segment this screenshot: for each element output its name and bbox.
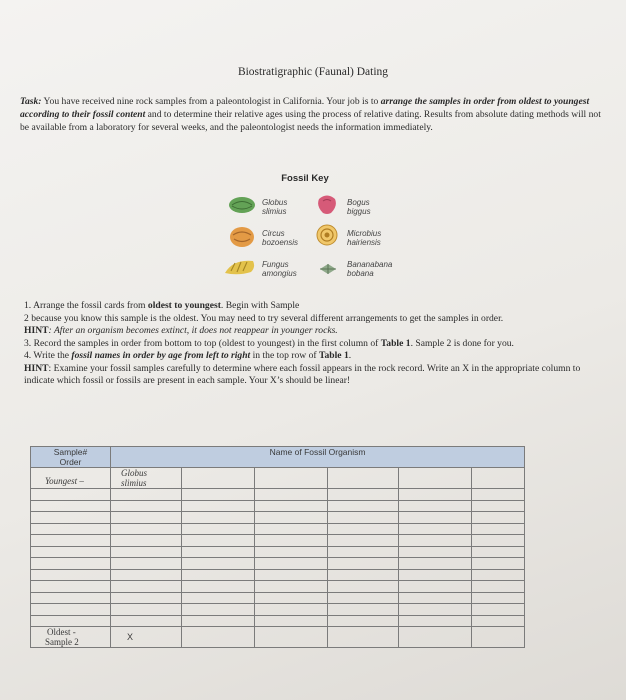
table-row <box>31 546 525 558</box>
task-intro: You have received nine rock samples from a paleontologist in California. Your job is to <box>41 96 381 107</box>
instruction-step-4: 4. Write the fossil names in order by age from left to right in the top row of Table 1. <box>24 350 352 361</box>
circus-bozoensis-fossil-icon <box>229 226 255 248</box>
key-item-circus-bozoensis: Circus bozoensis <box>262 229 299 247</box>
table-header-row <box>31 447 525 468</box>
cell-first-fossil-name[interactable]: Globus slimius <box>111 468 182 489</box>
bananabana-bobana-fossil-icon <box>318 262 338 276</box>
cell-youngest[interactable]: Youngest – <box>31 468 111 489</box>
instructions <box>24 300 608 388</box>
table-row <box>31 581 525 593</box>
fossil-key-title: Fossil Key <box>281 173 329 184</box>
table-row <box>31 489 525 501</box>
key-item-fungus-amongius: Fungus amongius <box>262 260 297 278</box>
instruction-step-2: 2 because you know this sample is the oldest. You may need to try several different arrangements to get the samples in order. <box>24 312 504 324</box>
table-row <box>31 569 525 581</box>
header-fossil-organism: Name of Fossil Organism <box>111 447 525 468</box>
key-item-globus-slimius: Globus slimius <box>262 198 288 216</box>
instruction-hint-1: HINT: After an organism becomes extinct, it does not reappear in younger rocks. <box>24 325 338 336</box>
cell-oldest-mark[interactable]: X <box>111 627 182 648</box>
page-title: Biostratigraphic (Faunal) Dating <box>237 66 389 78</box>
table-row <box>31 523 525 535</box>
instruction-step-3: 3. Record the samples in order from bottom to top (oldest to youngest) in the first column of Table 1. Sample 2 is done for you. <box>24 337 514 349</box>
key-item-microbius-hairiensis: Microbius hairiensis <box>347 229 382 247</box>
instruction-hint-2: HINT: Examine your fossil samples carefully to determine where each fossil appears in the rock record. Write an X in the appropriate column to indicate which fossil or fossils are present in each sample. Your X’s should be linear! <box>24 362 581 386</box>
microbius-hairiensis-fossil-icon <box>316 224 338 246</box>
fungus-amongius-fossil-icon <box>223 257 257 277</box>
table-row <box>31 500 525 512</box>
key-item-bogus-biggus: Bogus biggus <box>347 198 371 216</box>
table-row <box>31 592 525 604</box>
key-item-bananabana-bobana: Bananabana bobana <box>347 260 393 278</box>
table-row <box>31 512 525 524</box>
table-row <box>31 558 525 570</box>
task-paragraph <box>20 95 610 134</box>
header-sample-order: Sample# Order <box>31 447 111 468</box>
task-label: Task: <box>20 96 42 107</box>
task-rest: and to determine their relative ages using the process of relative dating. Results from absolute dating methods will not be available from a laboratory for several weeks, and the paleontologist needs the information immediately. <box>20 109 601 133</box>
bogus-biggus-fossil-icon <box>316 193 338 215</box>
instruction-step-1: 1. Arrange the fossil cards from oldest to youngest. Begin with Sample <box>24 300 300 311</box>
table-1 <box>30 446 525 648</box>
globus-slimius-fossil-icon <box>228 196 256 214</box>
table-row <box>31 615 525 627</box>
table-row <box>31 535 525 547</box>
task-emphasis: arrange the samples in order from oldest to youngest according to their fossil content <box>20 96 590 120</box>
table-row <box>31 604 525 616</box>
cell-oldest[interactable]: Oldest - Sample 2 <box>31 627 111 648</box>
